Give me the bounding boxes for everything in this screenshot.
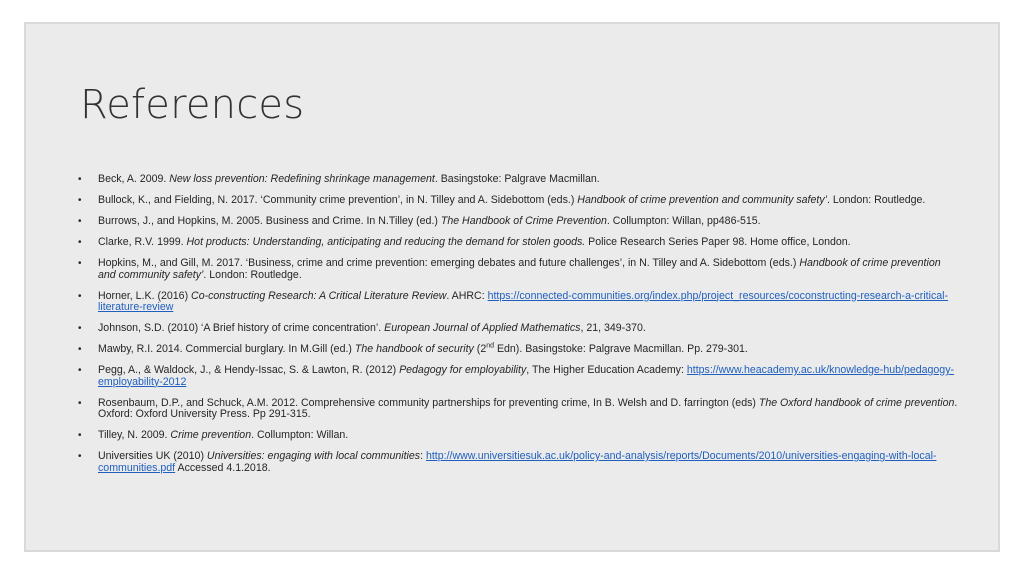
reference-item xyxy=(78,323,958,335)
reference-item xyxy=(78,451,958,474)
reference-title: Pedagogy for employability xyxy=(399,364,527,376)
reference-text: Accessed 4.1.2018. xyxy=(175,461,271,474)
reference-list xyxy=(78,174,958,484)
bullet-icon: • xyxy=(78,397,82,409)
reference-text: . London: Routledge. xyxy=(203,268,302,281)
reference-text: Police Research Series Paper 98. Home office, London. xyxy=(585,236,851,248)
reference-item xyxy=(78,291,958,314)
reference-text: Beck, A. 2009. xyxy=(98,173,170,185)
reference-text: : xyxy=(420,450,426,462)
reference-text: Horner, L.K. (2016) xyxy=(98,289,192,302)
reference-link[interactable]: https://connected-communities.org/index.php/project_resources/coconstructing-research-a-critical-literature-review xyxy=(98,289,949,313)
reference-text: , The Higher Education Academy: xyxy=(526,364,687,376)
reference-title: European Journal of Applied Mathematics xyxy=(384,322,581,334)
reference-text: , 21, 349-370. xyxy=(580,322,646,334)
reference-title: The Oxford handbook of crime prevention xyxy=(758,396,955,409)
reference-text: . AHRC: xyxy=(446,289,488,302)
reference-title: Co-constructing Research: A Critical Literature Review xyxy=(191,289,447,302)
reference-item xyxy=(78,258,958,281)
bullet-icon: • xyxy=(78,290,82,302)
reference-item xyxy=(78,237,958,249)
reference-text: Burrows, J., and Hopkins, M. 2005. Business and Crime. In N.Tilley (ed.) xyxy=(98,215,441,227)
reference-text: Johnson, S.D. (2010) ‘A Brief history of crime concentration’. xyxy=(98,322,385,334)
reference-item xyxy=(78,195,958,207)
reference-title: Crime prevention xyxy=(170,429,252,441)
reference-text: . London: Routledge. xyxy=(826,194,926,206)
reference-text: Universities UK (2010) xyxy=(98,450,207,462)
reference-item xyxy=(78,365,958,388)
reference-text: Bullock, K., and Fielding, N. 2017. ‘Community crime prevention’, in N. Tilley and A. Sidebottom (eds.) xyxy=(98,194,578,206)
reference-text: . Basingstoke: Palgrave Macmillan. xyxy=(434,173,600,185)
reference-text: Mawby, R.I. 2014. Commercial burglary. In M.Gill (ed.) xyxy=(98,343,355,355)
bullet-icon: • xyxy=(78,451,82,462)
reference-text: Rosenbaum, D.P., and Schuck, A.M. 2012. Comprehensive community partnerships for preventing crime, In B. Welsh and D. farrington (eds) xyxy=(98,396,759,409)
reference-text: Hopkins, M., and Gill, M. 2017. ‘Business, crime and crime prevention: emerging debates and future challenges’, in N. Tilley and A. Sidebottom (eds.) xyxy=(98,257,800,269)
reference-item xyxy=(78,430,958,442)
superscript-text: nd xyxy=(486,342,495,350)
reference-title: The Handbook of Crime Prevention xyxy=(440,215,607,227)
reference-item xyxy=(78,174,958,186)
bullet-icon: • xyxy=(78,258,82,269)
slide xyxy=(24,22,1000,552)
reference-text: (2 xyxy=(473,343,487,355)
reference-title: Handbook of crime prevention and community safety’ xyxy=(577,194,827,206)
reference-text: Tilley, N. 2009. xyxy=(98,429,171,441)
bullet-icon: • xyxy=(78,216,82,227)
reference-title: New loss prevention: Redefining shrinkage management xyxy=(169,173,435,185)
bullet-icon: • xyxy=(78,237,82,248)
reference-link[interactable]: http://www.universitiesuk.ac.uk/policy-and-analysis/reports/Documents/2010/universities-engaging-with-local-communities.pdf xyxy=(98,450,937,474)
reference-title: Handbook of crime prevention and community safety’ xyxy=(98,257,941,281)
slide-title: References xyxy=(80,82,305,128)
reference-text: Clarke, R.V. 1999. xyxy=(98,236,187,248)
bullet-icon: • xyxy=(78,323,82,334)
reference-title: Hot products: Understanding, anticipating and reducing the demand for stolen goods. xyxy=(186,236,586,248)
bullet-icon: • xyxy=(78,365,82,376)
reference-title: Universities: engaging with local communities xyxy=(206,450,421,462)
reference-text: . Collumpton: Willan. xyxy=(251,429,349,441)
reference-item xyxy=(78,344,958,356)
reference-text: Pegg, A., & Waldock, J., & Hendy-Issac, S. & Lawton, R. (2012) xyxy=(98,364,400,376)
reference-text: Edn). Basingstoke: Palgrave Macmillan. Pp. 279-301. xyxy=(494,343,748,355)
reference-text: . Collumpton: Willan, pp486-515. xyxy=(606,215,761,227)
bullet-icon: • xyxy=(78,430,82,441)
reference-link[interactable]: https://www.heacademy.ac.uk/knowledge-hub/pedagogy-employability-2012 xyxy=(98,364,955,388)
reference-text: . Oxford: Oxford University Press. Pp 291-315. xyxy=(98,396,958,420)
reference-item xyxy=(78,216,958,228)
bullet-icon: • xyxy=(78,344,82,355)
bullet-icon: • xyxy=(78,174,82,185)
reference-item xyxy=(78,398,958,421)
reference-title: The handbook of security xyxy=(354,343,474,355)
bullet-icon: • xyxy=(78,195,82,206)
